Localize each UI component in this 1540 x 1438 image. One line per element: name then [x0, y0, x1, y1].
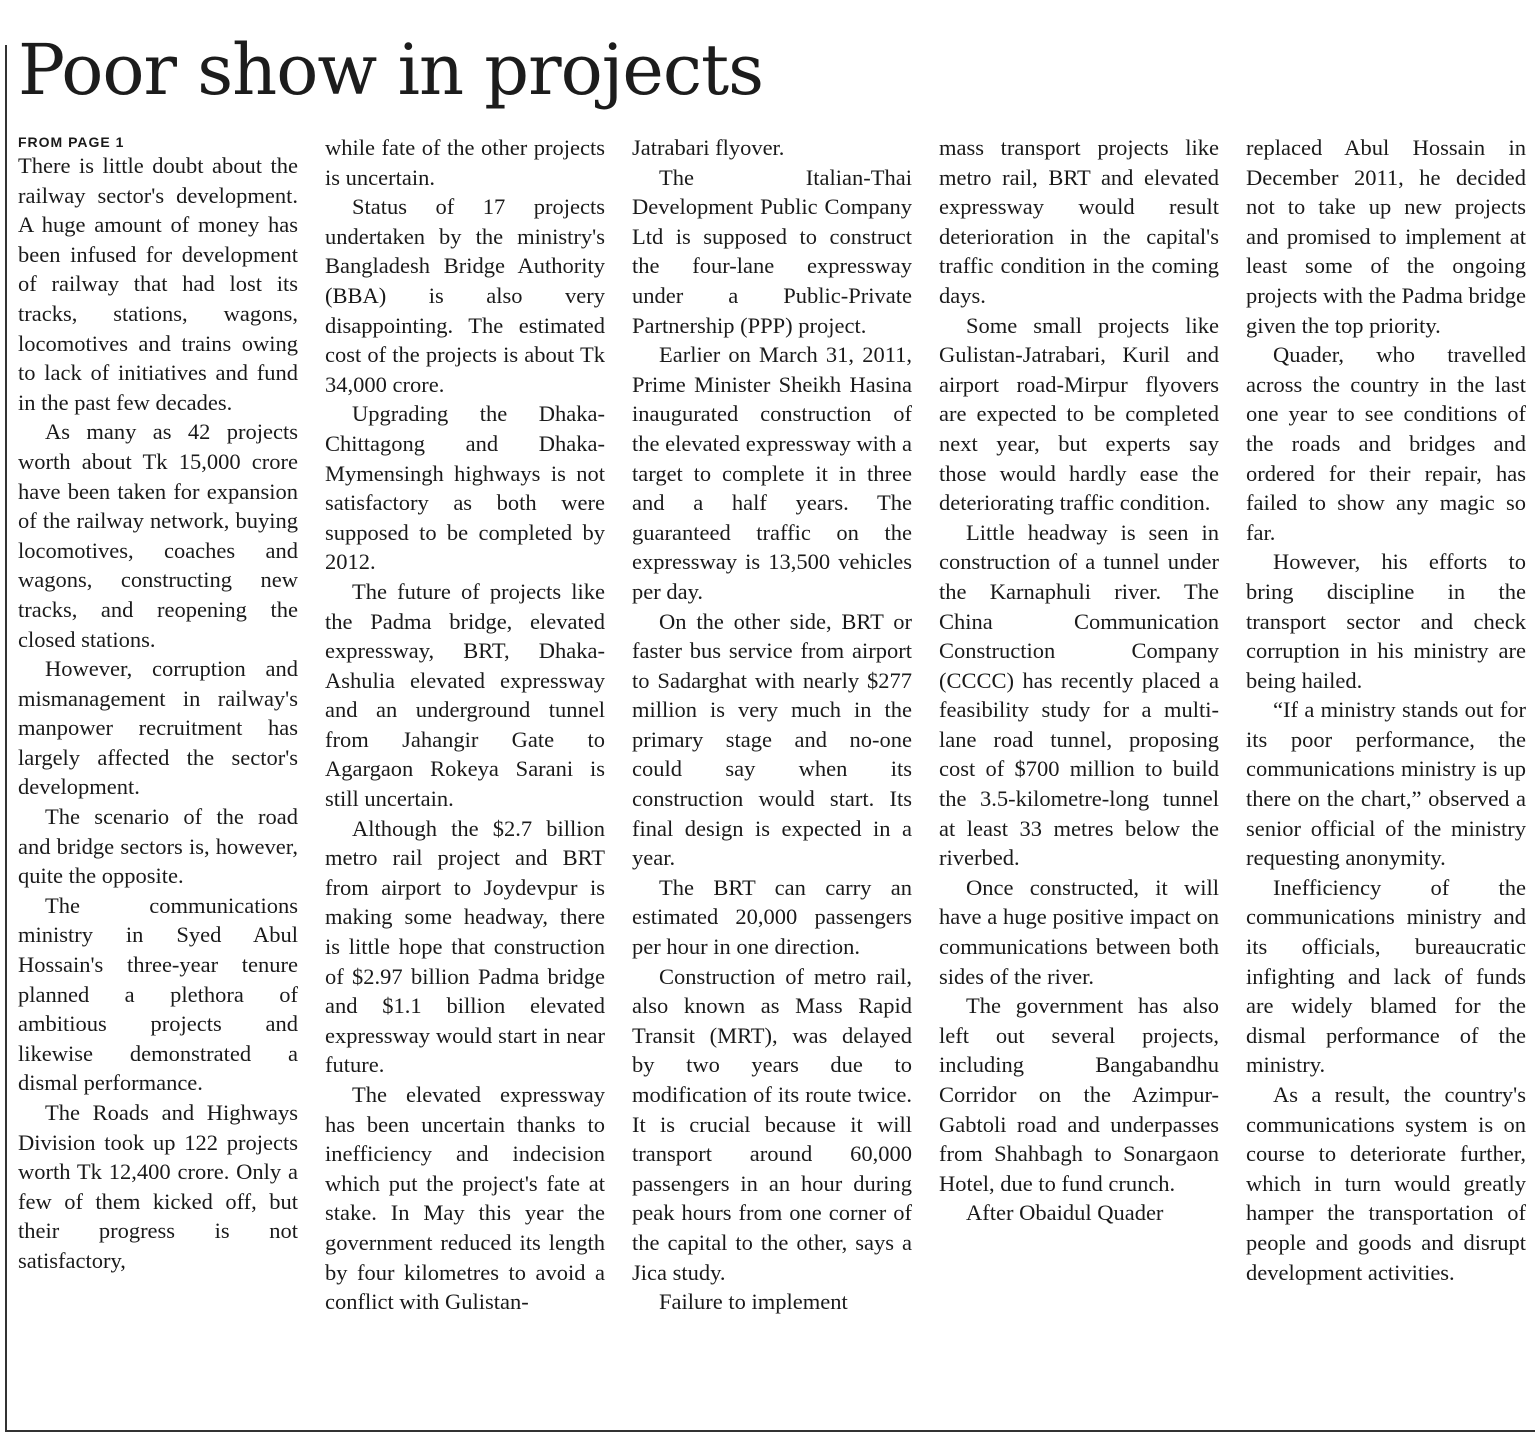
- paragraph: The scenario of the road and bridge sectors is, however, quite the opposite.: [18, 804, 298, 889]
- paragraph: Although the $2.7 billion metro rail project and BRT from airport to Joydevpur is making some headway, there is little hope that construction of $2.97 billion Padma bridge and $1.1 billion elevated expressway would start in near future.: [325, 815, 605, 1078]
- paragraph: However, corruption and mismanagement in railway's manpower recruitment has largely affected the sector's development.: [18, 656, 298, 800]
- paragraph: Quader, who travelled across the country in the last one year to see conditions of the roads and bridges and ordered for their repair, has failed to show any magic so far.: [1246, 342, 1526, 545]
- paragraph: Some small projects like Gulistan-Jatrabari, Kuril and airport road-Mirpur flyovers are expected to be completed next year, but experts say those would hardly ease the deteriorating traffic condition.: [939, 312, 1219, 516]
- bottom-rule: [5, 1430, 1535, 1432]
- paragraph: The Roads and Highways Division took up 122 projects worth Tk 12,400 crore. Only a few of them kicked off, but their progress is not satisfactory,: [18, 1100, 298, 1273]
- paragraph: while fate of the other projects is uncertain.: [325, 135, 605, 190]
- paragraph: The government has also left out several projects, including Bangabandhu Corridor on the Azimpur-Gabtoli road and underpasses from Shahbagh to Sonargaon Hotel, due to fund crunch.: [939, 993, 1219, 1196]
- paragraph: Construction of metro rail, also known as Mass Rapid Transit (MRT), was delayed by two years due to modification of its route twice. It is crucial because it will transport around 60,000 passengers in an hour during peak hours from one corner of the capital to the other, says a Jica study.: [632, 963, 912, 1285]
- left-column-rule: [5, 45, 7, 1430]
- paragraph: Once constructed, it will have a huge positive impact on communications between both sides of the river.: [939, 874, 1219, 989]
- paragraph: The BRT can carry an estimated 20,000 passengers per hour in one direction.: [632, 874, 912, 960]
- paragraph: The future of projects like the Padma bridge, elevated expressway, BRT, Dhaka-Ashulia elevated expressway and an underground tunnel from Jahangir Gate to Agargaon Rokeya Sarani is still uncertain.: [325, 578, 605, 812]
- page-jump-kicker: FROM PAGE 1: [18, 134, 125, 150]
- article-body: [18, 133, 1528, 1423]
- headline: Poor show in projects: [18, 29, 764, 111]
- paragraph: Status of 17 projects undertaken by the ministry's Bangladesh Bridge Authority (BBA) is also very disappointing. The estimated cost of the projects is about Tk 34,000 crore.: [325, 194, 605, 397]
- column-2: [325, 133, 605, 1423]
- paragraph: Upgrading the Dhaka-Chittagong and Dhaka-Mymensingh highways is not satisfactory as both were supposed to be completed by 2012.: [325, 401, 605, 575]
- paragraph: mass transport projects like metro rail, BRT and elevated expressway would result deterioration in the capital's traffic condition in the coming days.: [939, 135, 1219, 308]
- paragraph: Earlier on March 31, 2011, Prime Minister Sheikh Hasina inaugurated construction of the elevated expressway with a target to complete it in three and a half years. The guaranteed traffic on the expressway is 13,500 vehicles per day.: [632, 342, 912, 604]
- paragraph: On the other side, BRT or faster bus service from airport to Sadarghat with nearly $277 million is very much in the primary stage and no-one could say when its construction would start. Its final design is expected in a year.: [632, 608, 912, 871]
- column-3: [632, 133, 912, 1423]
- paragraph: Failure to implement: [659, 1289, 848, 1315]
- column-4: [939, 133, 1219, 1423]
- paragraph: However, his efforts to bring discipline in the transport sector and check corruption in his ministry are being hailed.: [1246, 549, 1526, 693]
- paragraph: There is little doubt about the railway sector's development. A huge amount of money has been infused for development of railway that had lost its tracks, stations, wagons, locomotives and trains owing to lack of initiatives and fund in the past few decades.: [18, 153, 298, 415]
- paragraph: The Italian-Thai Development Public Company Ltd is supposed to construct the four-lane expressway under a Public-Private Partnership (PPP) project.: [632, 164, 912, 338]
- paragraph: As a result, the country's communications system is on course to deteriorate further, which in turn would greatly hamper the transportation of people and goods and disrupt development activities.: [1246, 1082, 1526, 1285]
- paragraph: The communications ministry in Syed Abul Hossain's three-year tenure planned a plethora of ambitious projects and likewise demonstrated a dismal performance.: [18, 892, 298, 1096]
- paragraph: Jatrabari flyover.: [632, 135, 785, 160]
- paragraph: Little headway is seen in construction of a tunnel under the Karnaphuli river. The China Communication Construction Company (CCCC) has recently placed a feasibility study for a multi-lane road tunnel, proposing cost of $700 million to build the 3.5-kilometre-long tunnel at least 33 metres below the riverbed.: [939, 519, 1219, 871]
- paragraph: Inefficiency of the communications ministry and its officials, bureaucratic infighting and lack of funds are widely blamed for the dismal performance of the ministry.: [1246, 874, 1526, 1078]
- paragraph: “If a ministry stands out for its poor performance, the communications ministry is up there on the chart,” observed a senior official of the ministry requesting anonymity.: [1246, 697, 1526, 871]
- column-5: [1246, 133, 1526, 1423]
- paragraph: The elevated expressway has been uncertain thanks to inefficiency and indecision which put the project's fate at stake. In May this year the government reduced its length by four kilometres to avoid a conflict with Gulistan-: [325, 1082, 605, 1315]
- column-1: [18, 133, 298, 1423]
- paragraph: replaced Abul Hossain in December 2011, he decided not to take up new projects and promised to implement at least some of the ongoing projects with the Padma bridge given the top priority.: [1246, 135, 1526, 338]
- paragraph: After Obaidul Quader: [966, 1200, 1164, 1226]
- paragraph: As many as 42 projects worth about Tk 15,000 crore have been taken for expansion of the railway network, buying locomotives, coaches and wagons, constructing new tracks, and reopening the closed stations.: [18, 419, 298, 652]
